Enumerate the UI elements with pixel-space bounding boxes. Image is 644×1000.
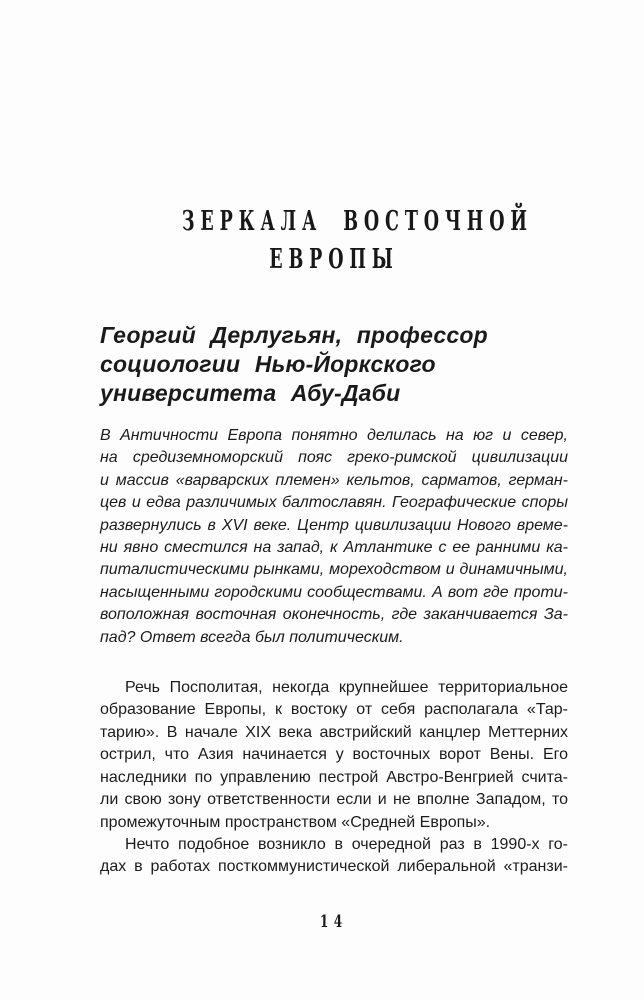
page-number: 14	[320, 912, 348, 932]
chapter-title-line-2: ЕВРОПЫ	[269, 244, 399, 275]
text-line: дах в работах посткоммунистической либеральной «транзи-	[100, 858, 568, 876]
text-line: развернулись в XVI веке. Центр цивилизации Нового време-	[100, 516, 568, 534]
text-line: насыщенными городскими сообществами. А вот где проти-	[100, 583, 568, 601]
text-line: Речь Посполитая, некогда крупнейшее территориальное	[125, 679, 568, 697]
text-line: образование Европы, к востоку от себя располагала «Тар-	[100, 701, 568, 719]
author-heading-line: социологии Нью-Йоркского	[100, 351, 436, 377]
text-line: тарию». В начале XIX века австрийский канцлер Меттерних	[100, 723, 568, 741]
chapter-title-line-1: ЗЕРКАЛА ВОСТОЧНОЙ	[181, 206, 533, 237]
text-line: промежуточным пространством «Средней Европы».	[100, 813, 491, 831]
text-line: цев и едва различимых балтославян. Географические споры	[100, 494, 568, 512]
body-paragraph	[100, 425, 568, 649]
body-paragraph	[100, 834, 568, 879]
text-line: питалистическими рынками, мореходством и динамичными,	[100, 561, 568, 579]
text-line: В Античности Европа понятно делилась на юг и север,	[100, 427, 568, 444]
text-line: наследники по управлению пестрой Австро-Венгрией счита-	[100, 768, 568, 786]
chapter-title-text	[181, 203, 533, 279]
text-line: пад? Ответ всегда был политическим.	[100, 628, 404, 646]
text-line: воположная восточная оконечность, где заканчивается За-	[100, 606, 568, 624]
text-line: Нечто подобное возникло в очередной раз в 1990-х го-	[125, 835, 568, 853]
author-heading-line: университета Абу-Даби	[100, 380, 401, 406]
text-line: ли свою зону ответственности если и не вполне Западом, то	[100, 791, 568, 809]
text-line: ни явно сместился на запад, к Атлантике с ее ранними ка-	[100, 539, 568, 557]
author-heading-line: Георгий Дерлугьян, профессор	[100, 322, 488, 348]
page-footer	[100, 912, 568, 932]
text-line: на средиземноморский пояс греко-римской цивилизации	[100, 449, 568, 467]
body-text	[100, 425, 568, 879]
chapter-title	[100, 203, 568, 279]
text-line: и массив «варварских племен» кельтов, сарматов, герман-	[100, 471, 568, 489]
author-heading	[100, 321, 568, 408]
text-line: острил, что Азия начинается у восточных ворот Вены. Его	[100, 746, 568, 764]
body-paragraph	[100, 677, 568, 834]
